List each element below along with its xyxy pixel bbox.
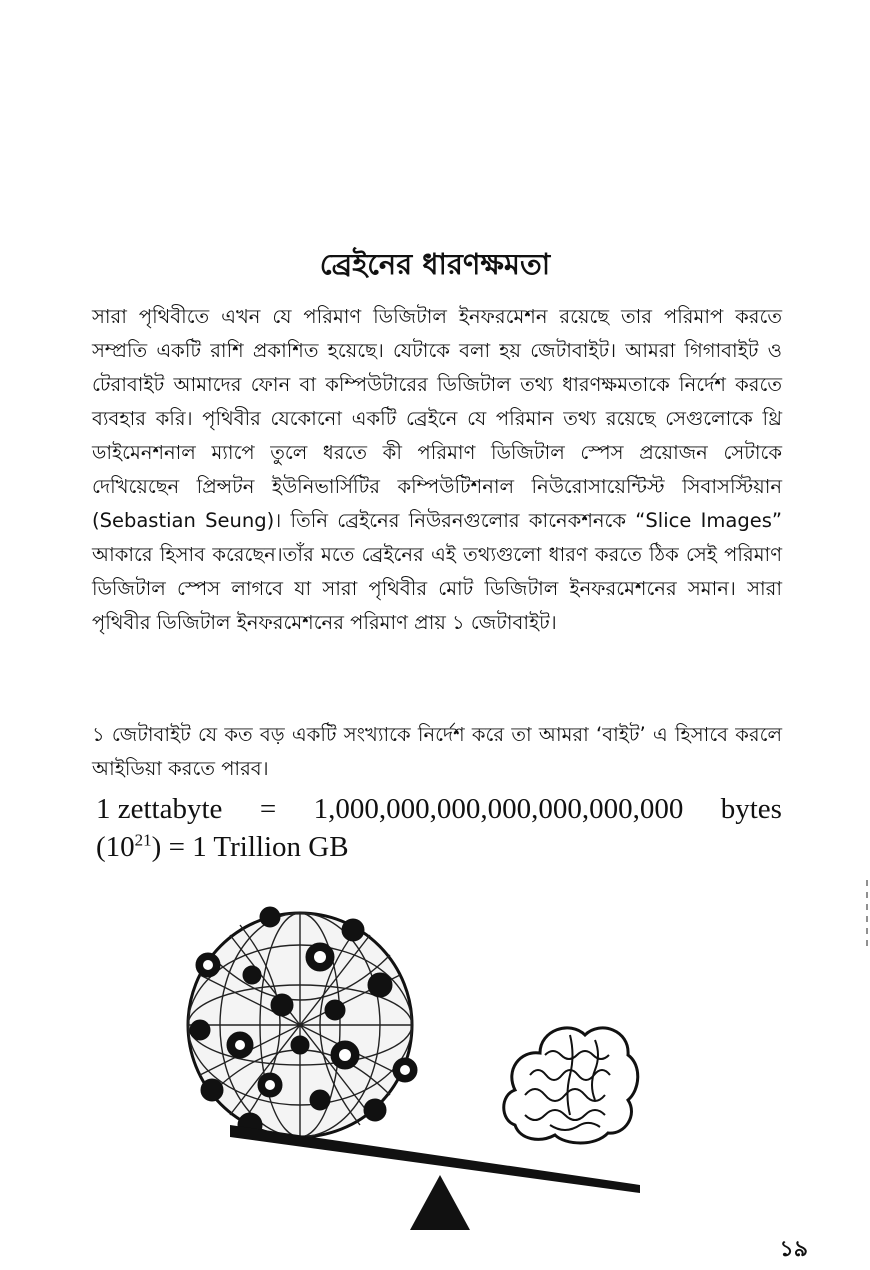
paragraph-zettabyte-intro: সারা পৃথিবীতে এখন যে পরিমাণ ডিজিটাল ইনফরমেশন রয়েছে তার পরিমাপ করতে সম্প্রতি একটি রাশি প্রকাশিত হয়েছে। যেটাকে বলা হয় জেটাবাইট। আমরা গিগাবাইট ও টেরাবাইট আমাদের ফোন বা কম্পিউটারের ডিজিটাল তথ্য ধারণক্ষমতাকে নির্দেশ করতে ব্যবহার করি। পৃথিবীর যেকোনো একটি ব্রেইনে যে পরিমান তথ্য রয়েছে সেগুলোকে থ্রি ডাইমেনশনাল ম্যাপে তুলে ধরতে কী পরিমাণ ডিজিটাল স্পেস প্রয়োজন সেটাকে দেখিয়েছেন প্রিন্সটন ইউনিভার্সিটির কম্পিউটিশনাল নিউরোসায়েন্টিস্ট সিবাসস্টিয়ান (Sebastian Seung)। তিনি ব্রেইনের নিউরনগুলোর কানেকশনকে “Slice Images” আকারে হিসাব করেছেন।তাঁর মতে ব্রেইনের এই তথ্যগুলো ধারণ করতে ঠিক সেই পরিমাণ ডিজিটাল স্পেস লাগবে যা সারা পৃথিবীর মোট ডিজিটাল ইনফরমেশনের সমান। সারা পৃথিবীর ডিজিটাল ইনফরমেশনের পরিমাণ প্রায় ১ জেটাবাইট। xyxy=(92,305,782,634)
paragraph-byte-comparison: ১ জেটাবাইট যে কত বড় একটি সংখ্যাকে নির্দেশ করে তা আমরা ‘বাইট’ এ হিসাবে করলে আইডিয়া করতে পারব। xyxy=(92,723,782,780)
seesaw-illustration xyxy=(170,895,640,1230)
formula-lhs: 1 zettabyte xyxy=(96,793,223,825)
formula-unit: bytes xyxy=(720,793,782,825)
formula-power-open: (10 xyxy=(96,831,135,863)
page-title: ব্রেইনের ধারণক্ষমতা xyxy=(319,247,551,281)
formula-power-close: ) xyxy=(151,831,162,863)
formula-power-exponent: 21 xyxy=(134,830,152,850)
page-number: ১৯ xyxy=(779,1237,808,1262)
formula-number: 1,000,000,000,000,000,000,000 xyxy=(313,793,684,825)
formula-rest: = 1 Trillion GB xyxy=(161,831,349,863)
page-edge-marks xyxy=(864,880,870,950)
network-globe-icon xyxy=(188,907,417,1137)
brain-icon xyxy=(504,1028,638,1143)
formula-equals: = xyxy=(259,793,277,825)
zettabyte-formula xyxy=(96,790,782,866)
